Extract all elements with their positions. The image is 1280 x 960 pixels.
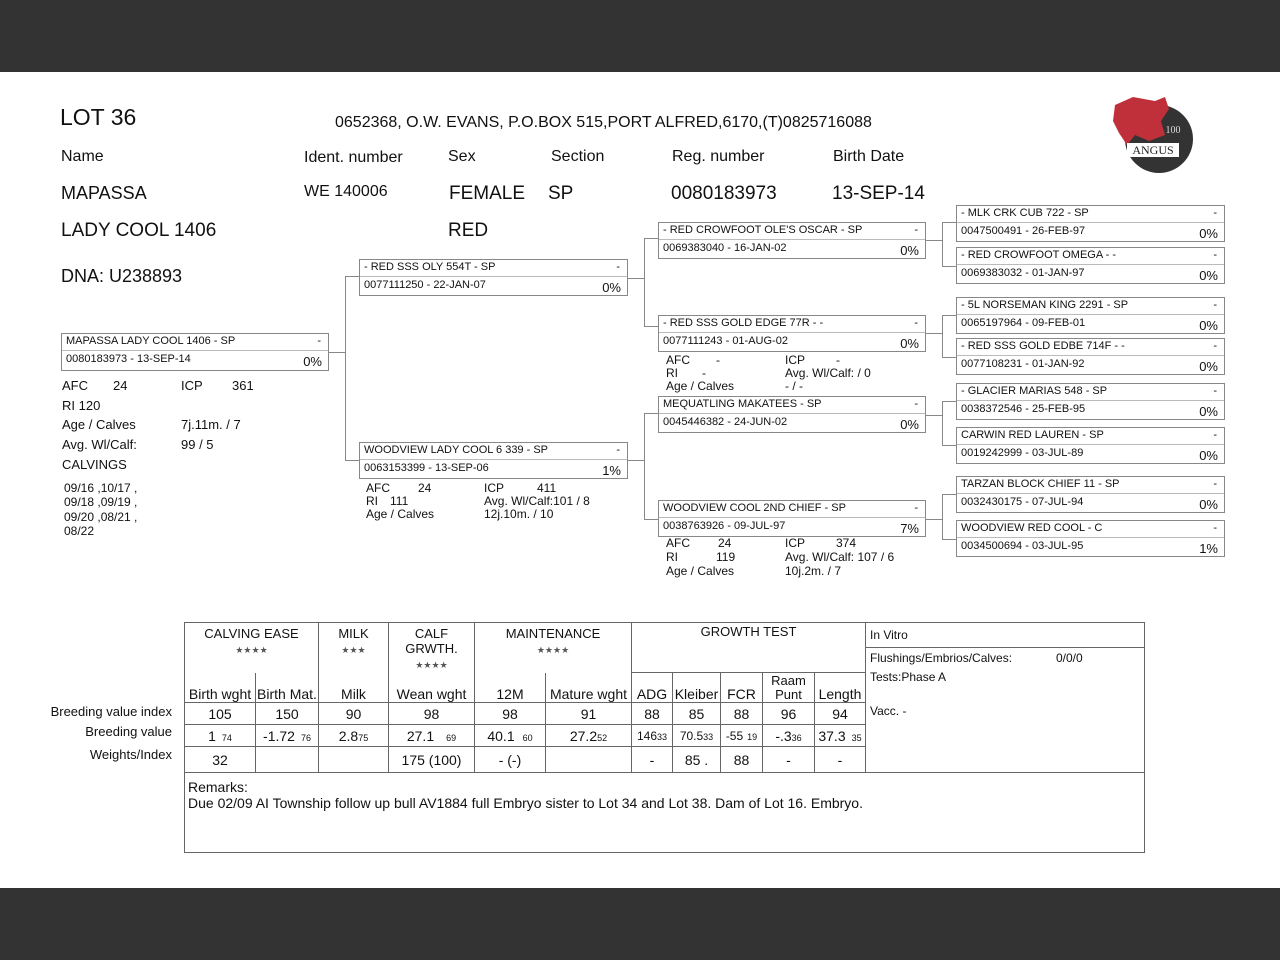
- connector: [942, 357, 956, 358]
- bv-cell: [815, 725, 866, 747]
- vacc-label: Vacc. -: [870, 704, 907, 718]
- bv-value: -1.72: [263, 727, 295, 744]
- pedigree-pct: 0%: [900, 336, 919, 351]
- pedigree-reg: 0063153399 - 13-SEP-06: [364, 462, 489, 474]
- pedigree-sire-box[interactable]: [359, 259, 628, 296]
- pedigree-dash: -: [914, 398, 918, 410]
- pedigree-dash: -: [317, 335, 321, 347]
- pedigree-dash: -: [1213, 478, 1217, 490]
- calvings-line: 09/18 ,09/19 ,: [64, 495, 138, 509]
- sd-age-label: Age / Calves: [666, 379, 735, 393]
- index-cell: 90: [319, 703, 389, 725]
- bv-cell: [673, 725, 721, 747]
- divider: [957, 493, 1224, 494]
- bv-value: 27.2: [569, 727, 598, 744]
- bv-accuracy: 74: [221, 732, 232, 743]
- weight-cell: 88: [721, 747, 763, 773]
- bv-value: 70.5: [679, 728, 704, 743]
- pedigree-reg: 0045446382 - 24-JUN-02: [663, 416, 788, 428]
- dd-ri-label: RI: [666, 550, 678, 564]
- label-name: Name: [61, 148, 104, 165]
- calvings-label: CALVINGS: [62, 457, 127, 472]
- in-vitro-label: In Vitro: [866, 623, 1144, 648]
- col-birth-mat: Birth Mat.: [256, 673, 319, 703]
- stars-calf: ★★★★: [415, 660, 448, 670]
- bv-accuracy: 33: [703, 731, 714, 742]
- dd-age-label: Age / Calves: [666, 564, 735, 578]
- animal-name-1: MAPASSA: [61, 183, 147, 203]
- weight-cell: 175 (100): [389, 747, 475, 773]
- animal-sex: FEMALE: [449, 183, 526, 204]
- connector: [926, 333, 942, 334]
- pedigree-name: - RED SSS GOLD EDBE 714F - -: [961, 340, 1125, 352]
- connector: [942, 401, 943, 445]
- pedigree-name: - MLK CRK CUB 722 - SP: [961, 207, 1089, 219]
- sd-afc-label: AFC: [666, 353, 690, 367]
- pedigree-name: WOODVIEW LADY COOL 6 339 - SP: [364, 444, 548, 456]
- label-sex: Sex: [448, 148, 476, 165]
- pedigree-pct: 0%: [1199, 404, 1218, 419]
- pedigree-reg: 0019242999 - 03-JUL-89: [961, 447, 1084, 459]
- logo-text: ANGUS: [1132, 143, 1174, 157]
- connector: [942, 315, 956, 316]
- dam-age-label: Age / Calves: [366, 507, 435, 521]
- connector: [942, 494, 943, 539]
- col-length: Length: [815, 673, 866, 703]
- dam-age-value: 12j.10m. / 10: [484, 507, 554, 521]
- sd-ri-value: -: [702, 366, 706, 380]
- remarks-label: Remarks:: [188, 779, 248, 795]
- bv-value: -.3: [775, 727, 792, 744]
- pedigree-dd-box[interactable]: [658, 500, 926, 537]
- pedigree-ggp-box[interactable]: [956, 338, 1225, 375]
- pedigree-name: - RED CROWFOOT OLE'S OSCAR - SP: [663, 224, 863, 236]
- index-cell: 91: [546, 703, 632, 725]
- col-adg: ADG: [632, 673, 673, 703]
- pedigree-name: - RED SSS OLY 554T - SP: [364, 261, 496, 273]
- bv-value: 1: [208, 727, 216, 744]
- connector: [628, 278, 644, 279]
- divider: [957, 264, 1224, 265]
- col-birth-wght: Birth wght: [185, 673, 256, 703]
- connector: [329, 352, 345, 353]
- bv-cell: [185, 725, 256, 747]
- pedigree-reg: 0047500491 - 26-FEB-97: [961, 225, 1086, 237]
- pedigree-name: - RED SSS GOLD EDGE 77R - -: [663, 317, 824, 329]
- stat-afc-label: AFC: [62, 378, 88, 393]
- index-cell: 150: [256, 703, 319, 725]
- bv-accuracy: 19: [747, 731, 758, 742]
- connector: [942, 315, 943, 357]
- bottom-dark-band: [0, 888, 1280, 960]
- pedigree-dash: -: [1213, 340, 1217, 352]
- connector: [644, 238, 658, 239]
- bv-value: 37.3: [818, 727, 846, 744]
- pedigree-ggp-box[interactable]: [956, 476, 1225, 513]
- pedigree-reg: 0038763926 - 09-JUL-97: [663, 520, 786, 532]
- dd-avg: Avg. Wl/Calf: 107 / 6: [785, 550, 895, 564]
- pedigree-dash: -: [1213, 522, 1217, 534]
- angus-logo-icon: [1113, 95, 1195, 173]
- in-vitro-panel: [866, 623, 1145, 773]
- pedigree-sd-box[interactable]: [658, 315, 926, 352]
- label-reg: Reg. number: [672, 148, 765, 165]
- bv-accuracy: 52: [597, 732, 608, 743]
- calvings-line: 09/16 ,10/17 ,: [64, 481, 138, 495]
- top-dark-band: [0, 0, 1280, 72]
- bv-cell: [546, 725, 632, 747]
- pedigree-pct: 0%: [602, 280, 621, 295]
- bv-cell: [319, 725, 389, 747]
- divider: [957, 400, 1224, 401]
- group-milk: [319, 623, 389, 673]
- animal-dna: DNA: U238893: [61, 266, 183, 286]
- pedigree-name: WOODVIEW COOL 2ND CHIEF - SP: [663, 502, 846, 514]
- index-cell: 98: [389, 703, 475, 725]
- group-calf-growth: [389, 623, 475, 673]
- index-cell: 85: [673, 703, 721, 725]
- dam-icp-value: 411: [537, 481, 557, 495]
- connector: [942, 401, 956, 402]
- remarks-text: Due 02/09 AI Township follow up bull AV1884 full Embryo sister to Lot 34 and Lot 38. Dam of Lot 16. Embryo.: [188, 795, 863, 811]
- dd-icp-value: 374: [836, 536, 857, 550]
- animal-birth: 13-SEP-14: [832, 183, 925, 204]
- divider: [957, 537, 1224, 538]
- group-maintenance: [475, 623, 632, 673]
- pedigree-pct: 0%: [1199, 268, 1218, 283]
- dd-ri-value: 119: [716, 550, 736, 564]
- bv-accuracy: 76: [300, 732, 311, 743]
- col-wean-wght: Wean wght: [389, 673, 475, 703]
- pedigree-pct: 0%: [1199, 497, 1218, 512]
- weight-cell: - (-): [475, 747, 546, 773]
- pedigree-pct: 0%: [1199, 226, 1218, 241]
- pedigree-reg: 0080183973 - 13-SEP-14: [66, 353, 191, 365]
- bv-cell: [632, 725, 673, 747]
- pedigree-name: MEQUATLING MAKATEES - SP: [663, 398, 822, 410]
- stars-maint: ★★★★: [536, 645, 570, 655]
- bv-value: 146: [636, 728, 657, 743]
- weight-cell: -: [632, 747, 673, 773]
- pedigree-ggp-box[interactable]: [956, 205, 1225, 242]
- animal-section: SP: [548, 183, 574, 204]
- stat-icp-label: ICP: [181, 378, 203, 393]
- dam-afc-value: 24: [418, 481, 432, 495]
- breeder-info: 0652368, O.W. EVANS, P.O.BOX 515,PORT ALFRED,6170,(T)0825716088: [335, 114, 872, 131]
- row-label-bv: Breeding value: [85, 724, 172, 739]
- pedigree-pct: 7%: [900, 521, 919, 536]
- pedigree-pct: 0%: [303, 354, 322, 369]
- bv-cell: [256, 725, 319, 747]
- connector: [644, 413, 645, 519]
- index-cell: 96: [763, 703, 815, 725]
- pedigree-dash: -: [1213, 249, 1217, 261]
- stat-icp-value: 361: [232, 378, 254, 393]
- divider: [957, 355, 1224, 356]
- connector: [942, 539, 956, 540]
- pedigree-reg: 0077108231 - 01-JAN-92: [961, 358, 1085, 370]
- sd-icp-label: ICP: [785, 353, 806, 367]
- pedigree-reg: 0077111243 - 01-AUG-02: [663, 335, 788, 347]
- bv-accuracy: 33: [657, 731, 668, 742]
- col-milk: Milk: [319, 673, 389, 703]
- dam-avg: Avg. Wl/Calf:101 / 8: [484, 494, 590, 508]
- pedigree-pct: 0%: [900, 243, 919, 258]
- pedigree-pct: 1%: [602, 463, 621, 478]
- col-mature-wght: Mature wght: [546, 673, 632, 703]
- bv-accuracy: 60: [522, 732, 533, 743]
- pedigree-reg: 0065197964 - 09-FEB-01: [961, 317, 1086, 329]
- flushings-row: [866, 648, 1144, 670]
- divider: [659, 332, 925, 333]
- bv-value: 2.8: [338, 727, 359, 744]
- flushings-value: 0/0/0: [1056, 651, 1083, 665]
- sd-age-value: - / -: [785, 379, 803, 393]
- stars-calving: ★★★★: [235, 645, 268, 655]
- group-label: CALF GRWTH.: [405, 626, 458, 656]
- dam-icp-label: ICP: [484, 481, 505, 495]
- connector: [644, 238, 645, 326]
- weight-cell: -: [815, 747, 866, 773]
- animal-reg: 0080183973: [671, 183, 777, 204]
- pedigree-pct: 0%: [1199, 359, 1218, 374]
- pedigree-ss-box[interactable]: [658, 222, 926, 259]
- pedigree-name: - RED CROWFOOT OMEGA - -: [961, 249, 1117, 261]
- pedigree-pct: 0%: [1199, 448, 1218, 463]
- calvings-line: 08/22: [64, 524, 95, 538]
- bv-cell: [389, 725, 475, 747]
- pedigree-self-box[interactable]: [61, 333, 329, 371]
- weight-cell: 32: [185, 747, 256, 773]
- pedigree-pct: 0%: [900, 417, 919, 432]
- pedigree-reg: 0069383040 - 16-JAN-02: [663, 242, 787, 254]
- pedigree-dam-box[interactable]: [359, 442, 628, 479]
- bv-accuracy: 75: [358, 732, 369, 743]
- connector: [628, 460, 644, 461]
- pedigree-reg: 0038372546 - 25-FEB-95: [961, 403, 1086, 415]
- dam-afc-label: AFC: [366, 481, 390, 495]
- index-cell: 88: [721, 703, 763, 725]
- bv-value: -55: [725, 728, 744, 743]
- bv-accuracy: 36: [791, 732, 802, 743]
- connector: [926, 415, 942, 416]
- pedigree-pct: 1%: [1199, 541, 1218, 556]
- weight-cell: -: [763, 747, 815, 773]
- stat-ri: RI 120: [62, 398, 101, 413]
- bv-cell: [475, 725, 546, 747]
- pedigree-ggp-box[interactable]: [956, 520, 1225, 557]
- col-kleiber: Kleiber: [673, 673, 721, 703]
- divider: [957, 222, 1224, 223]
- pedigree-name: WOODVIEW RED COOL - C: [961, 522, 1103, 534]
- row-label-index: Breeding value index: [50, 704, 172, 719]
- col-raam-punt: Raam Punt: [763, 673, 815, 703]
- pedigree-reg: 0032430175 - 07-JUL-94: [961, 496, 1084, 508]
- stat-age-label: Age / Calves: [62, 417, 136, 432]
- pedigree-reg: 0069383032 - 01-JAN-97: [961, 267, 1085, 279]
- connector: [926, 240, 942, 241]
- connector: [644, 519, 658, 520]
- bv-cell: [763, 725, 815, 747]
- pedigree-name: MAPASSA LADY COOL 1406 - SP: [66, 335, 236, 347]
- sd-icp-value: -: [836, 353, 840, 367]
- index-cell: 88: [632, 703, 673, 725]
- animal-ident: WE 140006: [304, 183, 388, 200]
- label-birth: Birth Date: [833, 148, 905, 165]
- animal-colour: RED: [448, 220, 489, 241]
- divider: [360, 276, 627, 277]
- group-growth-test: GROWTH TEST: [632, 623, 866, 673]
- weight-cell: [319, 747, 389, 773]
- pedigree-dash: -: [1213, 385, 1217, 397]
- stat-avg-value: 99 / 5: [181, 437, 214, 452]
- pedigree-dash: -: [914, 224, 918, 236]
- pedigree-dash: -: [1213, 207, 1217, 219]
- index-cell: 94: [815, 703, 866, 725]
- connector: [345, 276, 359, 277]
- sd-ri-label: RI: [666, 366, 678, 380]
- bv-accuracy: 35: [851, 732, 862, 743]
- remarks-cell: [185, 773, 1145, 853]
- bv-cell: [721, 725, 763, 747]
- connector: [942, 445, 956, 446]
- pedigree-dash: -: [914, 502, 918, 514]
- stat-avg-label: Avg. Wl/Calf:: [62, 437, 137, 452]
- animal-name-2: LADY COOL 1406: [61, 220, 217, 241]
- tests-label: Tests:Phase A: [870, 670, 947, 684]
- label-section: Section: [551, 148, 605, 165]
- pedigree-name: CARWIN RED LAUREN - SP: [961, 429, 1104, 441]
- pedigree-dash: -: [1213, 299, 1217, 311]
- group-label: MAINTENANCE: [505, 626, 601, 641]
- bv-accuracy: 69: [446, 732, 457, 743]
- weight-cell: [256, 747, 319, 773]
- calvings-line: 09/20 ,08/21 ,: [64, 510, 138, 524]
- connector: [926, 519, 942, 520]
- pedigree-name: - GLACIER MARIAS 548 - SP: [961, 385, 1108, 397]
- pedigree-dash: -: [1213, 429, 1217, 441]
- dd-icp-label: ICP: [785, 536, 806, 550]
- index-cell: 105: [185, 703, 256, 725]
- group-calving-ease: [185, 623, 319, 673]
- connector: [942, 494, 956, 495]
- connector: [942, 266, 956, 267]
- pedigree-name: - 5L NORSEMAN KING 2291 - SP: [961, 299, 1129, 311]
- stat-age-value: 7j.11m. / 7: [181, 417, 241, 432]
- pedigree-ds-box[interactable]: [658, 396, 926, 433]
- dd-afc-value: 24: [718, 536, 732, 550]
- connector: [942, 222, 956, 223]
- connector: [644, 413, 658, 414]
- pedigree-reg: 0077111250 - 22-JAN-07: [364, 279, 486, 291]
- divider: [659, 413, 925, 414]
- pedigree-dash: -: [616, 444, 620, 456]
- col-fcr: FCR: [721, 673, 763, 703]
- connector: [345, 276, 346, 460]
- pedigree-ggp-box[interactable]: [956, 247, 1225, 284]
- dd-age-value: 10j.2m. / 7: [785, 564, 842, 578]
- pedigree-ggp-box[interactable]: [956, 427, 1225, 464]
- divider: [957, 444, 1224, 445]
- weight-cell: [546, 747, 632, 773]
- divider: [62, 350, 328, 351]
- connector: [345, 460, 359, 461]
- divider: [957, 314, 1224, 315]
- divider: [659, 239, 925, 240]
- connector: [644, 326, 658, 327]
- connector: [942, 222, 943, 266]
- group-label: CALVING EASE: [204, 626, 299, 641]
- dam-ri-label: RI: [366, 494, 378, 508]
- pedigree-dash: -: [914, 317, 918, 329]
- stat-afc-value: 24: [113, 378, 128, 393]
- stars-milk: ★★★: [341, 645, 366, 655]
- pedigree-reg: 0034500694 - 03-JUL-95: [961, 540, 1084, 552]
- bv-value: 27.1: [406, 727, 435, 744]
- logo-badge: 100: [1165, 125, 1181, 136]
- pedigree-ggp-box[interactable]: [956, 297, 1225, 334]
- col-12m: 12M: [475, 673, 546, 703]
- dd-afc-label: AFC: [666, 536, 690, 550]
- index-cell: 98: [475, 703, 546, 725]
- label-ident: Ident. number: [304, 149, 403, 166]
- bv-value: 40.1: [487, 727, 515, 744]
- dam-ri-value: 111: [390, 494, 409, 508]
- pedigree-pct: 0%: [1199, 318, 1218, 333]
- pedigree-dash: -: [616, 261, 620, 273]
- breeding-value-table: [184, 622, 1145, 853]
- angus-logo: [1113, 95, 1195, 173]
- sd-avg: Avg. Wl/Calf: / 0: [785, 366, 871, 380]
- lot-number: LOT 36: [60, 104, 137, 130]
- pedigree-ggp-box[interactable]: [956, 383, 1225, 420]
- flushings-label: Flushings/Embrios/Calves:: [870, 651, 1013, 665]
- divider: [360, 459, 627, 460]
- pedigree-name: TARZAN BLOCK CHIEF 11 - SP: [961, 478, 1120, 490]
- group-label: MILK: [338, 626, 369, 641]
- row-label-weights: Weights/Index: [89, 747, 172, 762]
- divider: [659, 517, 925, 518]
- weight-cell: 85 .: [673, 747, 721, 773]
- sd-afc-value: -: [716, 353, 720, 367]
